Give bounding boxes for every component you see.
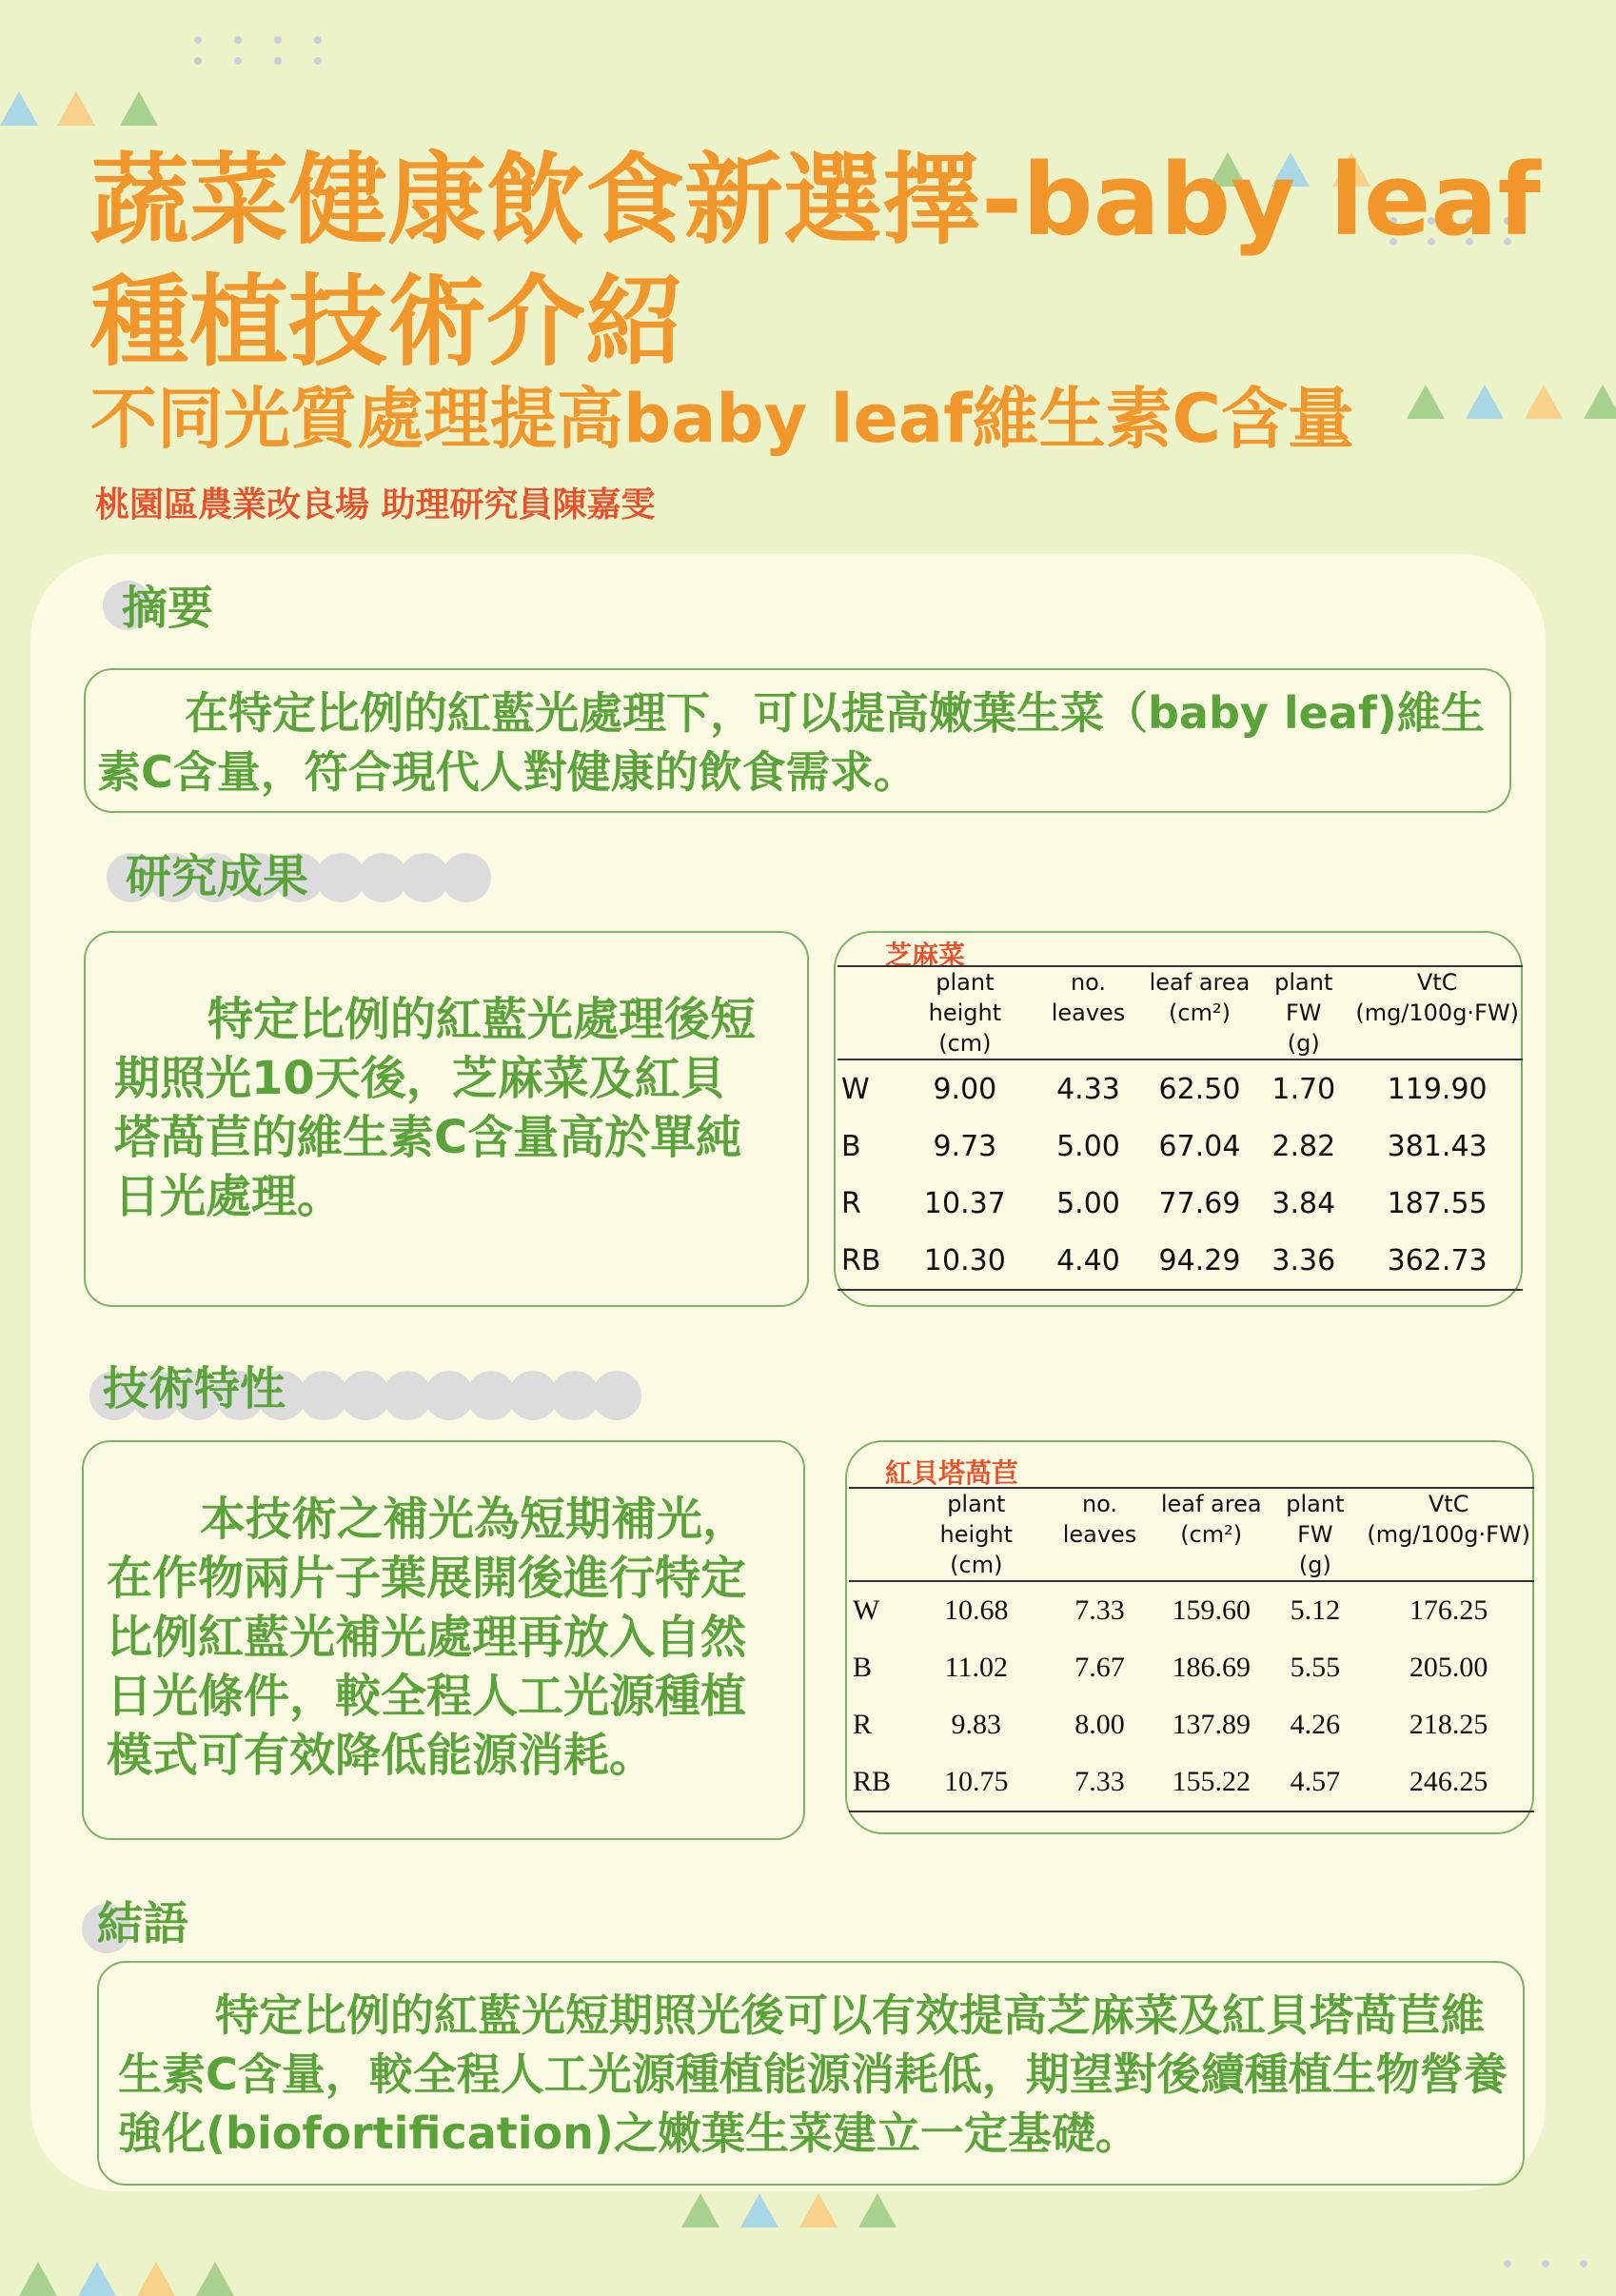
table-row: R 9.83 8.00 137.89 4.26 218.25 [853, 1709, 1488, 1740]
col-header: leaf area (cm²) [1160, 1491, 1262, 1548]
col-header: plant FW (g) [1286, 1491, 1345, 1578]
table-row: W 10.68 7.33 159.60 5.12 176.25 [853, 1594, 1488, 1626]
conclusion-text: 特定比例的紅藍光短期照光後可以有效提高芝麻菜及紅貝塔萵苣維生素C含量，較全程人工光源種植能源消耗低，期望對後續種植生物營養強化(biofortification)之嫩葉生菜建立一定基礎。 [118, 1989, 1508, 2159]
table-row: B 11.02 7.67 186.69 5.55 205.00 [853, 1652, 1488, 1683]
col-header: VtC (mg/100g·FW) [1355, 969, 1519, 1026]
redbeta-table [849, 1487, 1534, 1812]
table-header-row [849, 1488, 1534, 1581]
features-text: 本技術之補光為短期補光，在作物兩片子葉展開後進行特定比例紅藍光補光處理再放入自然日光條件，較全程人工光源種植模式可有效降低能源消耗。 [107, 1493, 749, 1782]
results-heading: 研究成果 [126, 850, 309, 903]
features-box [82, 1440, 805, 1840]
col-header: plant height (cm) [939, 1491, 1014, 1578]
col-header: plant height (cm) [928, 969, 1002, 1057]
table-header-row [838, 966, 1523, 1059]
table-row: RB 10.30 4.40 94.29 3.36 362.73 [838, 1232, 1523, 1290]
abstract-text: 在特定比例的紅藍光處理下，可以提高嫩葉生菜（baby leaf)維生素C含量，符合現代人對健康的飲食需求。 [97, 687, 1485, 798]
table-row: R 10.37 5.00 77.69 3.84 187.55 [841, 1186, 1488, 1220]
results-text: 特定比例的紅藍光處理後短期照光10天後，芝麻菜及紅貝塔萵苣的維生素C含量高於單純日光處理。 [114, 993, 757, 1223]
redbeta-table-title: 紅貝塔萵苣 [885, 1457, 1019, 1489]
arugula-table [838, 965, 1523, 1291]
conclusion-heading: 結語 [97, 1897, 189, 1950]
col-header: plant FW (g) [1274, 969, 1333, 1057]
features-heading: 技術特性 [103, 1362, 286, 1415]
author: 桃園區農業改良場 助理研究員陳嘉雯 [95, 485, 656, 525]
results-box [84, 931, 809, 1307]
table-row: B 9.73 5.00 67.04 2.82 381.43 [841, 1129, 1488, 1163]
col-header: no. leaves [1062, 1491, 1137, 1548]
table-row: RB 10.75 7.33 155.22 4.57 246.25 [849, 1753, 1534, 1811]
conclusion-box [97, 1961, 1525, 2186]
title-line-1: 蔬菜健康飲食新選擇-baby leaf [90, 142, 1541, 258]
col-header: leaf area (cm²) [1149, 969, 1251, 1026]
col-header: no. leaves [1051, 969, 1126, 1026]
title-line-2: 種植技術介紹 [90, 264, 685, 380]
table-row: W 9.00 4.33 62.50 1.70 119.90 [841, 1072, 1488, 1106]
col-header: VtC (mg/100g·FW) [1367, 1491, 1530, 1548]
abstract-box [84, 668, 1511, 813]
subtitle: 不同光質處理提高baby leaf維生素C含量 [90, 380, 1354, 458]
abstract-heading: 摘要 [122, 582, 214, 635]
arugula-table-title: 芝麻菜 [885, 940, 966, 971]
